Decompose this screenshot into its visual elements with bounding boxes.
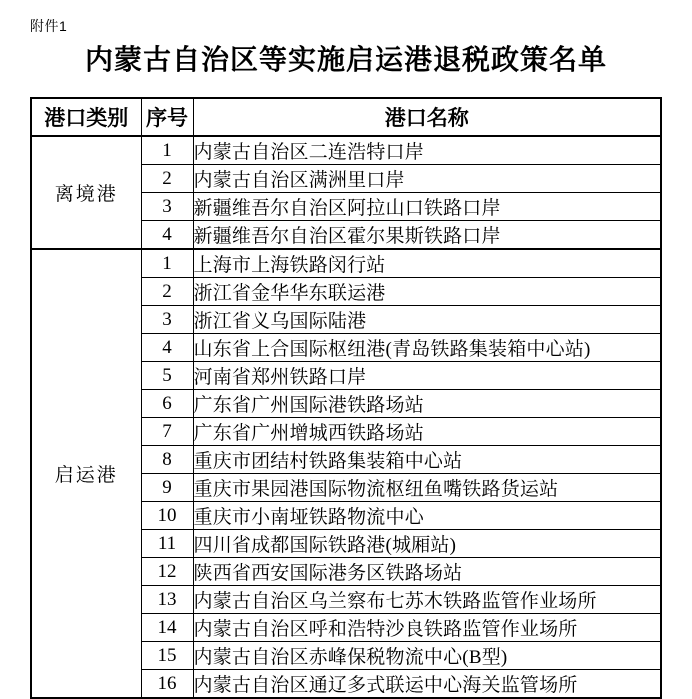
cell-index: 15 <box>141 642 193 670</box>
port-list-table <box>30 97 662 699</box>
cell-index: 3 <box>141 306 193 334</box>
table-body <box>31 136 661 698</box>
cell-index: 14 <box>141 614 193 642</box>
cell-index: 4 <box>141 221 193 250</box>
cell-index: 2 <box>141 165 193 193</box>
cell-index: 1 <box>141 249 193 278</box>
table-header-row <box>31 98 661 136</box>
column-header-name: 港口名称 <box>193 98 661 136</box>
cell-port-name: 陕西省西安国际港务区铁路场站 <box>193 558 661 586</box>
table-row <box>31 136 661 165</box>
cell-port-name: 广东省广州国际港铁路场站 <box>193 390 661 418</box>
cell-index: 6 <box>141 390 193 418</box>
cell-port-name: 内蒙古自治区呼和浩特沙良铁路监管作业场所 <box>193 614 661 642</box>
cell-port-name: 内蒙古自治区赤峰保税物流中心(B型) <box>193 642 661 670</box>
cell-port-name: 山东省上合国际枢纽港(青岛铁路集装箱中心站) <box>193 334 661 362</box>
table-row <box>31 249 661 278</box>
cell-index: 11 <box>141 530 193 558</box>
cell-index: 13 <box>141 586 193 614</box>
cell-index: 2 <box>141 278 193 306</box>
cell-port-name: 新疆维吾尔自治区霍尔果斯铁路口岸 <box>193 221 661 250</box>
cell-index: 16 <box>141 670 193 699</box>
attachment-label: 附件1 <box>30 18 68 34</box>
cell-port-name: 上海市上海铁路闵行站 <box>193 249 661 278</box>
cell-port-name: 四川省成都国际铁路港(城厢站) <box>193 530 661 558</box>
column-header-category: 港口类别 <box>31 98 141 136</box>
cell-port-name: 重庆市小南垭铁路物流中心 <box>193 502 661 530</box>
port-list-table-container <box>30 97 662 699</box>
cell-port-name: 重庆市果园港国际物流枢纽鱼嘴铁路货运站 <box>193 474 661 502</box>
table-header <box>31 98 661 136</box>
cell-port-name: 内蒙古自治区二连浩特口岸 <box>193 136 661 165</box>
cell-port-name: 浙江省义乌国际陆港 <box>193 306 661 334</box>
cell-port-name: 新疆维吾尔自治区阿拉山口铁路口岸 <box>193 193 661 221</box>
cell-index: 9 <box>141 474 193 502</box>
cell-port-name: 重庆市团结村铁路集装箱中心站 <box>193 446 661 474</box>
cell-category: 离境港 <box>31 136 141 249</box>
cell-index: 7 <box>141 418 193 446</box>
cell-port-name: 浙江省金华华东联运港 <box>193 278 661 306</box>
cell-category: 启运港 <box>31 249 141 698</box>
cell-index: 10 <box>141 502 193 530</box>
cell-index: 3 <box>141 193 193 221</box>
cell-index: 5 <box>141 362 193 390</box>
page-title: 内蒙古自治区等实施启运港退税政策名单 <box>84 45 607 76</box>
cell-port-name: 内蒙古自治区通辽多式联运中心海关监管场所 <box>193 670 661 699</box>
column-header-index: 序号 <box>141 98 193 136</box>
cell-port-name: 广东省广州增城西铁路场站 <box>193 418 661 446</box>
cell-port-name: 内蒙古自治区乌兰察布七苏木铁路监管作业场所 <box>193 586 661 614</box>
cell-port-name: 河南省郑州铁路口岸 <box>193 362 661 390</box>
cell-index: 1 <box>141 136 193 165</box>
cell-index: 12 <box>141 558 193 586</box>
cell-index: 8 <box>141 446 193 474</box>
cell-port-name: 内蒙古自治区满洲里口岸 <box>193 165 661 193</box>
cell-index: 4 <box>141 334 193 362</box>
